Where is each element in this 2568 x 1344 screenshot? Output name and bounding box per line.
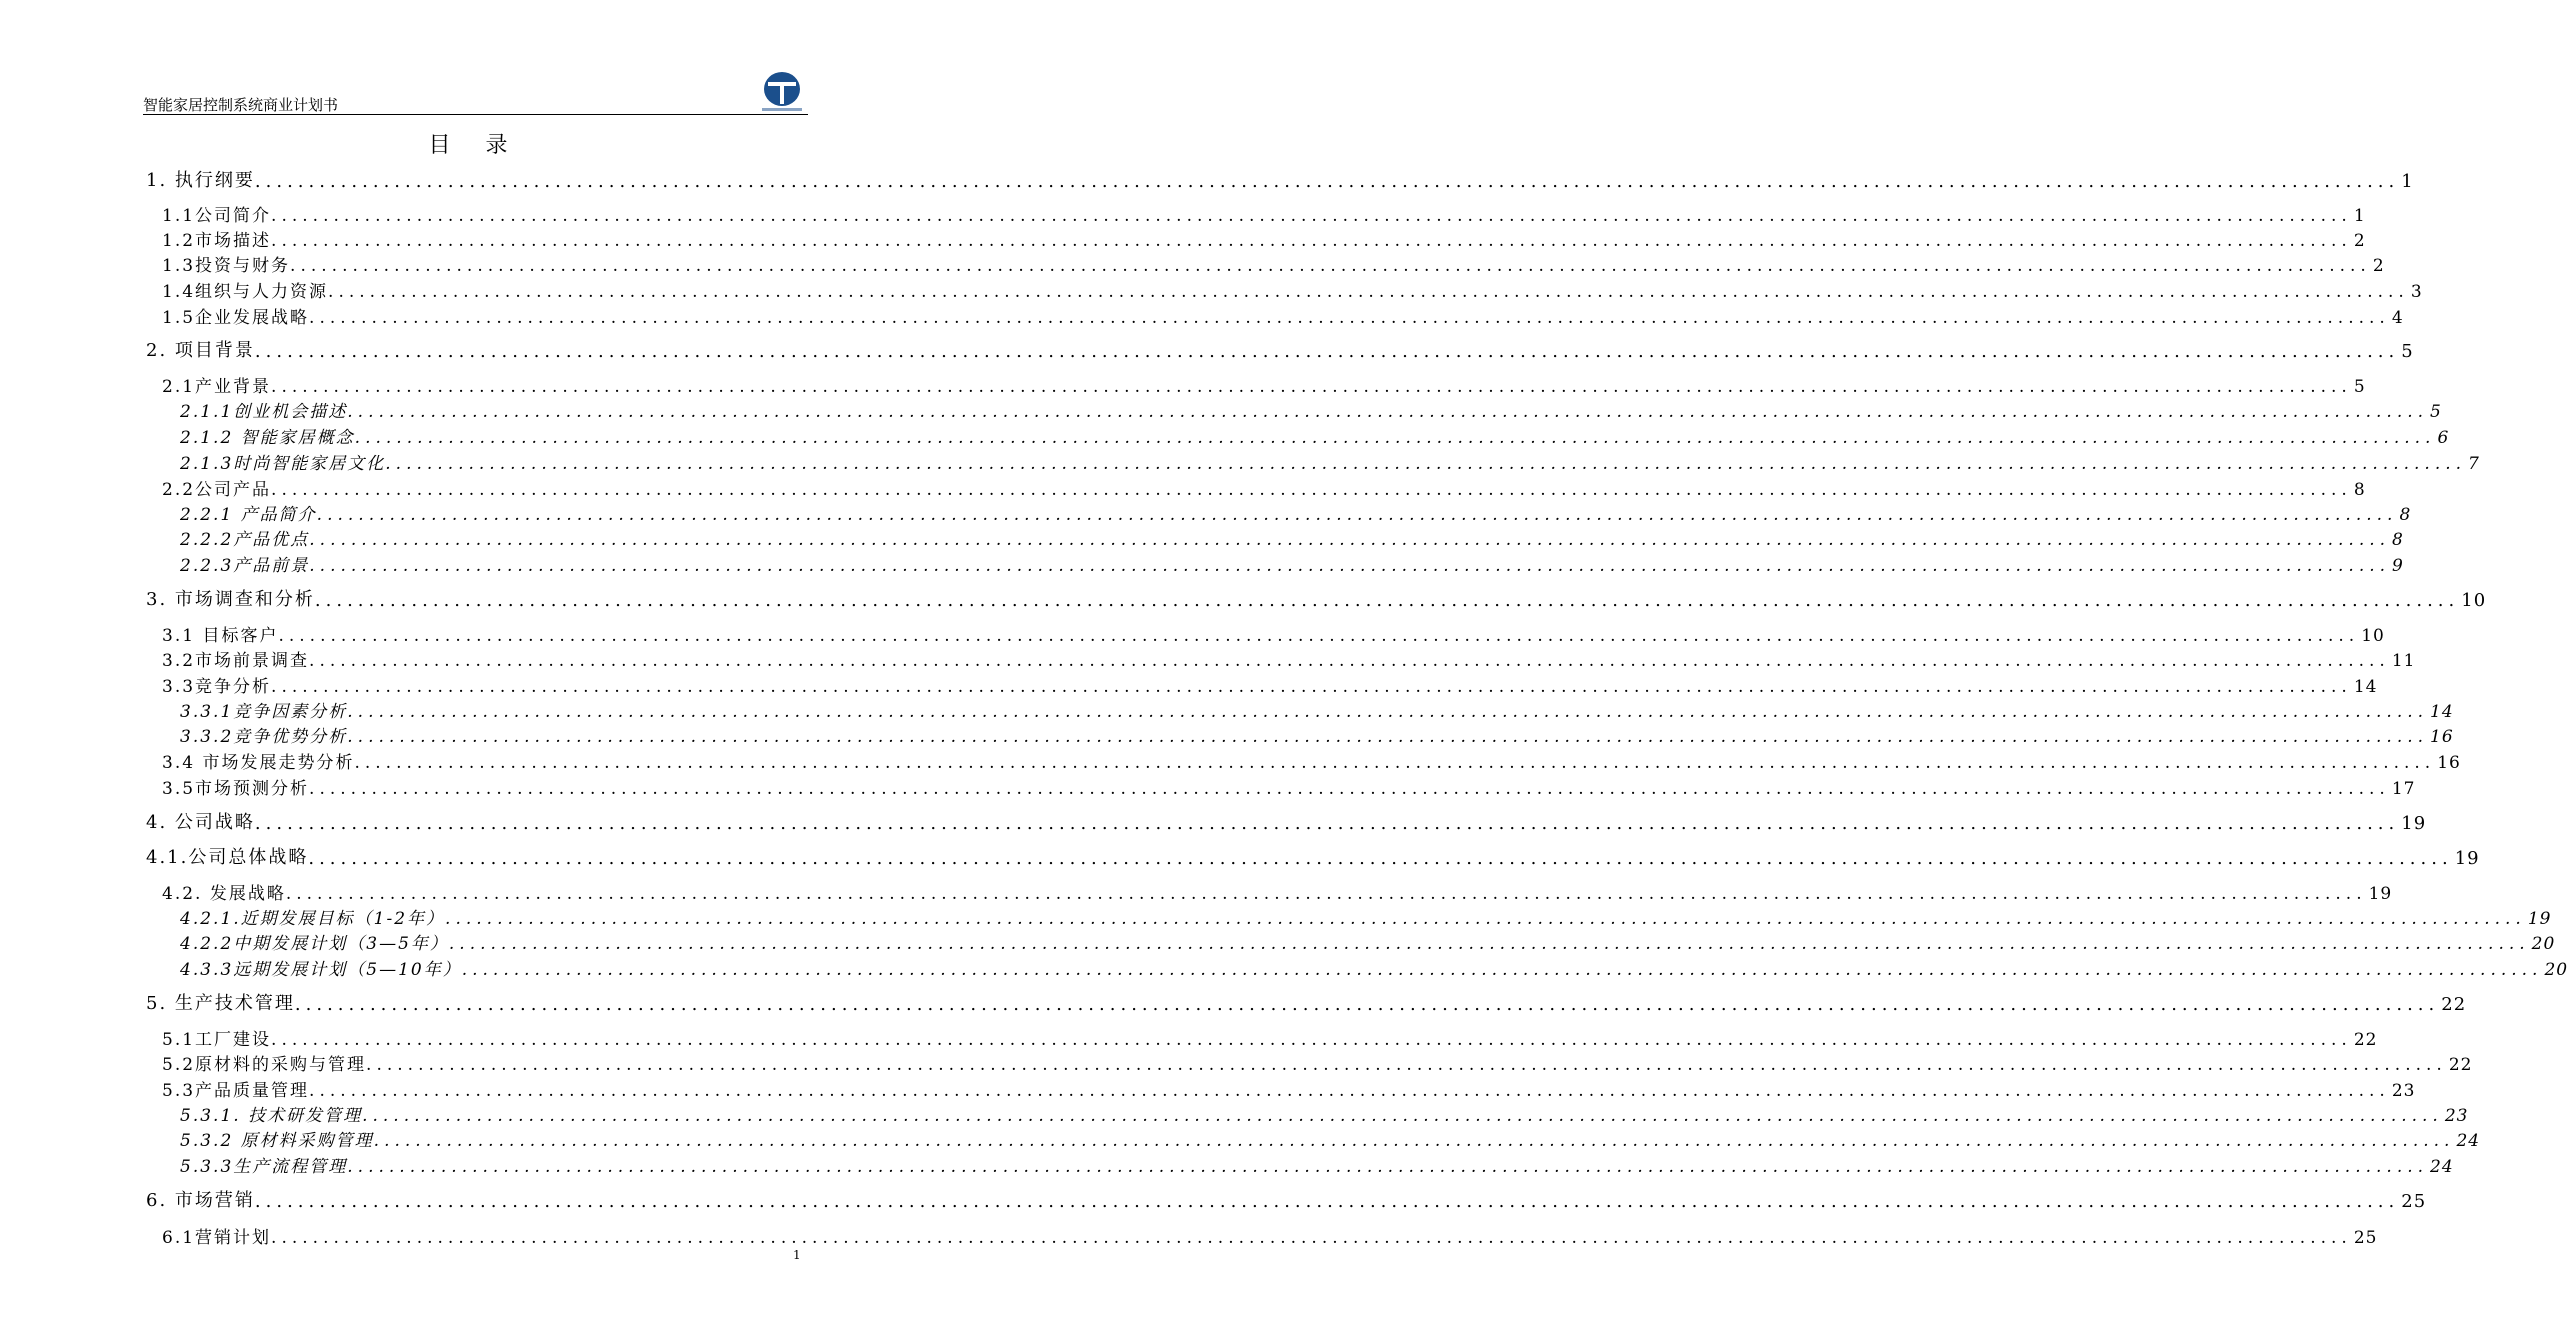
toc-entry[interactable] (180, 1153, 2454, 1177)
toc-entry-label: 3.5市场预测分析 (162, 779, 310, 799)
toc-entry-page: 22 (2353, 1030, 2378, 1050)
toc-entry[interactable] (146, 168, 2414, 192)
toc-entry[interactable] (180, 930, 2556, 954)
toc-entry[interactable] (180, 552, 2404, 576)
toc-leader-dots: ........................................................................................................................................................................................................ (308, 848, 2453, 869)
toc-leader-dots: ........................................................................................................................................................................................................ (254, 1191, 2400, 1212)
toc-entry[interactable] (180, 698, 2454, 722)
toc-entry-label: 2.2.2产品优点 (180, 530, 310, 550)
toc-entry-label: 5.1工厂建设 (162, 1030, 272, 1050)
toc-entry-label: 2.1.1创业机会描述 (180, 402, 348, 422)
toc-entry[interactable] (162, 202, 2366, 226)
toc-leader-dots: ........................................................................................................................................................................................................ (347, 1157, 2429, 1177)
toc-entry[interactable] (146, 810, 2427, 834)
toc-leader-dots: ........................................................................................................................................................................................................ (328, 282, 2409, 302)
toc-leader-dots: ........................................................................................................................................................................................................ (347, 727, 2429, 747)
toc-entry-label: 5.3.1. 技术研发管理 (180, 1106, 363, 1126)
page-number: 1 (793, 1248, 801, 1262)
toc-entry-label: 3.4 市场发展走势分析 (162, 753, 355, 773)
toc-leader-dots: ........................................................................................................................................................................................................ (347, 702, 2429, 722)
toc-entry[interactable] (180, 526, 2404, 550)
toc-entry-label: 2.2.1 产品简介 (180, 505, 317, 525)
toc-entry-label: 1.5企业发展战略 (162, 308, 310, 328)
toc-entry-page: 20 (2544, 960, 2568, 980)
toc-entry-page: 1 (2353, 206, 2366, 226)
toc-leader-dots: ........................................................................................................................................................................................................ (271, 677, 2352, 697)
toc-entry[interactable] (146, 587, 2487, 611)
toc-entry-label: 3. 市场调查和分析 (146, 589, 315, 610)
toc-entry[interactable] (146, 845, 2480, 869)
toc-entry-page: 5 (2401, 341, 2414, 362)
toc-entry[interactable] (162, 373, 2366, 397)
toc-leader-dots: ........................................................................................................................................................................................................ (461, 960, 2543, 980)
toc-leader-dots: ........................................................................................................................................................................................................ (294, 994, 2440, 1015)
toc-entry-label: 4.1.公司总体战略 (146, 847, 309, 868)
toc-entry-label: 1. 执行纲要 (146, 170, 255, 191)
toc-entry-label: 1.2市场描述 (162, 231, 272, 251)
toc-leader-dots: ........................................................................................................................................................................................................ (271, 377, 2352, 397)
toc-entry-label: 6.1营销计划 (162, 1228, 272, 1248)
toc-leader-dots: ........................................................................................................................................................................................................ (445, 909, 2526, 929)
toc-leader-dots: ........................................................................................................................................................................................................ (271, 206, 2352, 226)
toc-entry-page: 25 (2401, 1191, 2427, 1212)
toc-entry[interactable] (162, 476, 2366, 500)
toc-leader-dots: ........................................................................................................................................................................................................ (254, 341, 2400, 362)
toc-entry-page: 2 (2372, 256, 2385, 276)
toc-entry-label: 5.3.3生产流程管理 (180, 1157, 348, 1177)
toc-entry-label: 1.4组织与人力资源 (162, 282, 329, 302)
toc-entry-page: 8 (2399, 505, 2412, 525)
toc-entry-label: 2.1.2 智能家居概念 (180, 428, 355, 448)
toc-leader-dots: ........................................................................................................................................................................................................ (285, 884, 2367, 904)
toc-leader-dots: ........................................................................................................................................................................................................ (366, 1055, 2447, 1075)
header-title: 智能家居控制系统商业计划书 (143, 96, 339, 114)
toc-entry-page: 5 (2430, 402, 2442, 422)
toc-leader-dots: ........................................................................................................................................................................................................ (271, 1030, 2352, 1050)
toc-entry-page: 22 (2448, 1055, 2473, 1075)
toc-entry[interactable] (180, 905, 2552, 929)
toc-entry[interactable] (162, 1026, 2378, 1050)
toc-entry-label: 6. 市场营销 (146, 1190, 255, 1211)
toc-entry-page: 23 (2391, 1081, 2416, 1101)
toc-entry-label: 1.1公司简介 (162, 206, 272, 226)
toc-entry-page: 2 (2353, 231, 2366, 251)
toc-entry-label: 5.3.2 原材料采购管理 (180, 1131, 374, 1151)
toc-entry-page: 17 (2391, 779, 2416, 799)
toc-entry[interactable] (146, 338, 2414, 362)
toc-entry-label: 3.1 目标客户 (162, 626, 279, 646)
toc-entry-label: 3.2市场前景调查 (162, 651, 310, 671)
toc-entry[interactable] (180, 450, 2480, 474)
toc-leader-dots: ........................................................................................................................................................................................................ (362, 1106, 2443, 1126)
toc-leader-dots: ........................................................................................................................................................................................................ (271, 231, 2352, 251)
toc-entry-page: 24 (2456, 1131, 2481, 1151)
toc-entry-page: 1 (2401, 171, 2414, 192)
toc-entry[interactable] (162, 278, 2423, 302)
toc-entry-page: 5 (2353, 377, 2366, 397)
toc-entry-page: 19 (2454, 848, 2480, 869)
toc-entry-page: 3 (2410, 282, 2423, 302)
toc-entry-page: 4 (2391, 308, 2404, 328)
toc-entry-label: 3.3.1竞争因素分析 (180, 702, 348, 722)
toc-entry-page: 6 (2437, 428, 2450, 448)
toc-title: 目 录 (428, 133, 522, 158)
toc-leader-dots: ........................................................................................................................................................................................................ (290, 256, 2371, 276)
toc-leader-dots: ........................................................................................................................................................................................................ (271, 1228, 2352, 1248)
toc-entry[interactable] (162, 227, 2366, 251)
toc-entry[interactable] (162, 749, 2461, 773)
toc-leader-dots: ........................................................................................................................................................................................................ (448, 934, 2530, 954)
toc-entry[interactable] (180, 1102, 2469, 1126)
toc-entry-page: 19 (2368, 884, 2393, 904)
toc-leader-dots: ........................................................................................................................................................................................................ (309, 530, 2391, 550)
toc-entry-label: 4. 公司战略 (146, 812, 255, 833)
toc-entry-page: 16 (2437, 753, 2461, 773)
toc-entry[interactable] (180, 956, 2568, 980)
toc-leader-dots: ........................................................................................................................................................................................................ (316, 505, 2398, 525)
toc-leader-dots: ........................................................................................................................................................................................................ (309, 779, 2390, 799)
toc-entry-label: 5.3产品质量管理 (162, 1081, 310, 1101)
toc-entry-page: 10 (2461, 590, 2487, 611)
toc-leader-dots: ........................................................................................................................................................................................................ (309, 1081, 2390, 1101)
toc-entry-page: 14 (2353, 677, 2378, 697)
toc-entry-page: 9 (2392, 556, 2404, 576)
toc-leader-dots: ........................................................................................................................................................................................................ (254, 813, 2400, 834)
toc-entry[interactable] (180, 501, 2412, 525)
toc-entry-page: 10 (2361, 626, 2385, 646)
toc-entry-label: 5. 生产技术管理 (146, 993, 295, 1014)
toc-entry[interactable] (162, 252, 2385, 276)
toc-entry-label: 4.2. 发展战略 (162, 884, 286, 904)
toc-entry-label: 4.2.1.近期发展目标（1-2年） (180, 909, 446, 929)
toc-entry-page: 22 (2441, 994, 2467, 1015)
toc-leader-dots: ........................................................................................................................................................................................................ (314, 590, 2460, 611)
toc-entry-page: 23 (2444, 1106, 2469, 1126)
toc-leader-dots: ........................................................................................................................................................................................................ (347, 402, 2429, 422)
toc-entry[interactable] (180, 398, 2442, 422)
toc-entry-label: 4.3.3远期发展计划（5—10年） (180, 960, 462, 980)
toc-leader-dots: ........................................................................................................................................................................................................ (309, 308, 2390, 328)
toc-entry-label: 3.3.2竞争优势分析 (180, 727, 348, 747)
toc-entry-page: 24 (2430, 1157, 2454, 1177)
toc-entry[interactable] (180, 723, 2454, 747)
toc-entry-label: 2.1.3时尚智能家居文化 (180, 454, 386, 474)
toc-entry[interactable] (162, 1077, 2416, 1101)
toc-entry[interactable] (162, 775, 2416, 799)
toc-leader-dots: ........................................................................................................................................................................................................ (309, 651, 2390, 671)
toc-entry-page: 20 (2531, 934, 2556, 954)
toc-entry-page: 14 (2430, 702, 2454, 722)
toc-entry-label: 3.3竞争分析 (162, 677, 272, 697)
toc-entry-label: 4.2.2中期发展计划（3—5年） (180, 934, 449, 954)
toc-leader-dots: ........................................................................................................................................................................................................ (271, 480, 2352, 500)
toc-entry-page: 8 (2392, 530, 2404, 550)
toc-leader-dots: ........................................................................................................................................................................................................ (385, 454, 2467, 474)
toc-entry-page: 19 (2527, 909, 2552, 929)
toc-entry[interactable] (146, 991, 2467, 1015)
toc-entry-label: 2. 项目背景 (146, 340, 255, 361)
toc-entry[interactable] (146, 1188, 2427, 1212)
toc-entry[interactable] (162, 304, 2404, 328)
toc-leader-dots: ........................................................................................................................................................................................................ (354, 428, 2436, 448)
toc-entry-label: 2.1产业背景 (162, 377, 272, 397)
toc-entry-label: 2.2.3产品前景 (180, 556, 310, 576)
toc-leader-dots: ........................................................................................................................................................................................................ (278, 626, 2360, 646)
toc-entry-page: 16 (2430, 727, 2454, 747)
toc-entry-label: 1.3投资与财务 (162, 256, 291, 276)
toc-leader-dots: ........................................................................................................................................................................................................ (254, 171, 2400, 192)
toc-entry[interactable] (162, 1051, 2473, 1075)
toc-leader-dots: ........................................................................................................................................................................................................ (373, 1131, 2455, 1151)
toc-entry-page: 11 (2391, 651, 2416, 671)
toc-entry[interactable] (162, 880, 2393, 904)
toc-entry-page: 8 (2353, 480, 2366, 500)
toc-leader-dots: ........................................................................................................................................................................................................ (309, 556, 2391, 576)
toc-leader-dots: ........................................................................................................................................................................................................ (354, 753, 2436, 773)
toc-entry[interactable] (162, 622, 2385, 646)
toc-entry-page: 7 (2468, 454, 2480, 474)
toc-entry[interactable] (162, 647, 2416, 671)
toc-entry-page: 25 (2353, 1228, 2378, 1248)
toc-entry-label: 5.2原材料的采购与管理 (162, 1055, 367, 1075)
toc-entry-label: 2.2公司产品 (162, 480, 272, 500)
toc-entry[interactable] (180, 424, 2450, 448)
toc-entry[interactable] (162, 1224, 2378, 1248)
toc-entry-page: 19 (2401, 813, 2427, 834)
toc-entry[interactable] (162, 673, 2378, 697)
toc-entry[interactable] (180, 1127, 2481, 1151)
